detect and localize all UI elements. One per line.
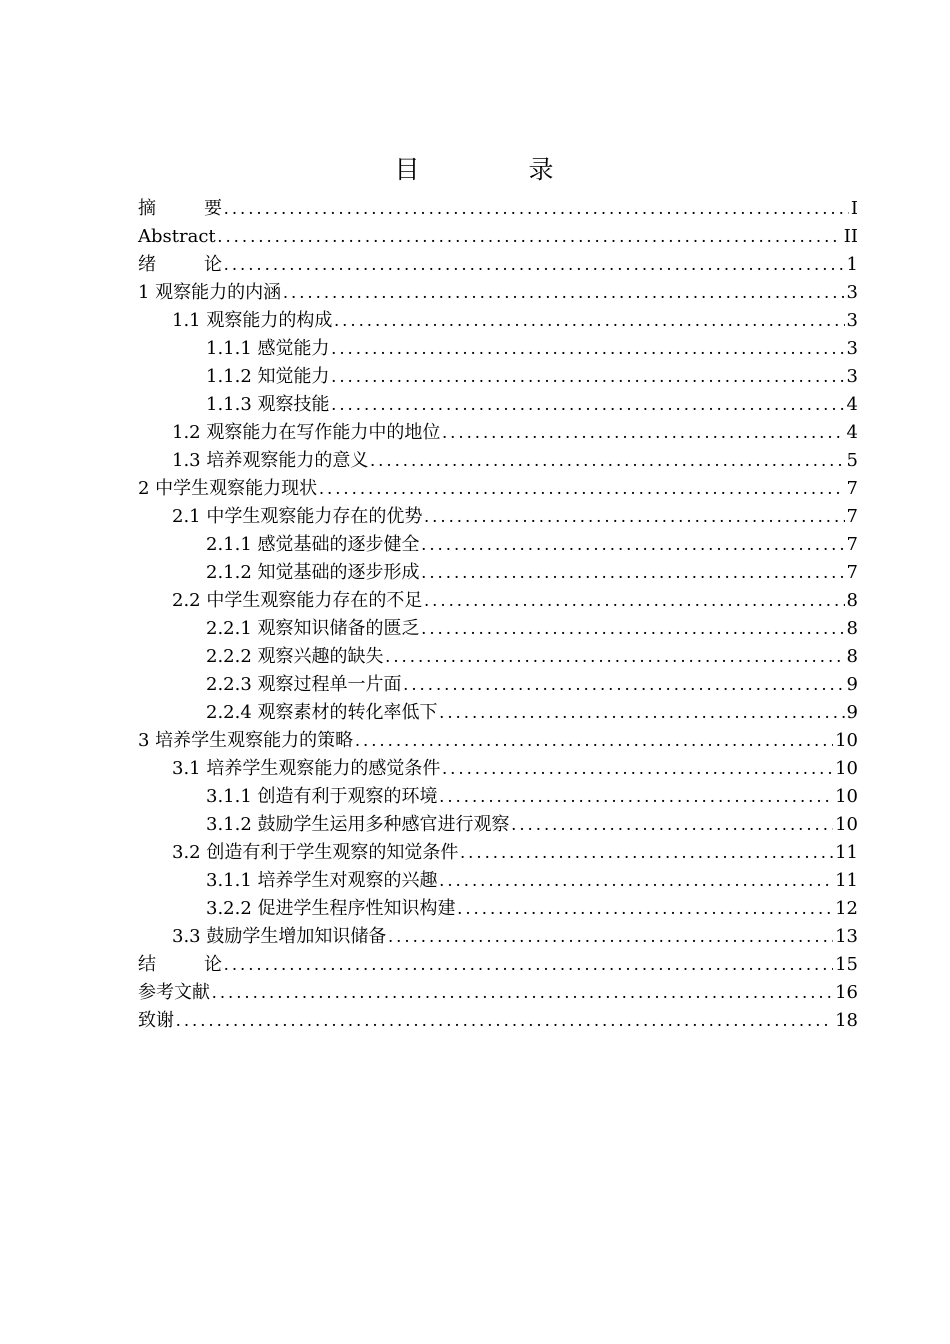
toc-entry[interactable]	[138, 334, 858, 362]
toc-entry-label: 3.2 创造有利于学生观察的知觉条件	[172, 842, 459, 863]
toc-entry-label: 2.1 中学生观察能力存在的优势	[172, 506, 423, 527]
toc-entry-page-number: 1	[846, 254, 858, 275]
dot-leader	[332, 362, 845, 390]
toc-entry-label: 2.2.1 观察知识储备的匮乏	[206, 618, 420, 639]
dot-leader	[224, 194, 849, 222]
toc-entry-label: 绪论	[138, 254, 270, 275]
dot-leader	[422, 614, 845, 642]
toc-entry-label: 2.1.1 感觉基础的逐步健全	[206, 534, 420, 555]
toc-entry-label: 3.1.1 培养学生对观察的兴趣	[206, 870, 438, 891]
toc-entry-page-number: 9	[846, 702, 858, 723]
toc-entry[interactable]	[138, 642, 858, 670]
toc-entry[interactable]	[138, 418, 858, 446]
dot-leader	[440, 698, 845, 726]
toc-title: 目 录	[394, 155, 596, 184]
toc-entry-label: 3.3 鼓励学生增加知识储备	[172, 926, 387, 947]
toc-entry[interactable]	[138, 894, 858, 922]
toc-entry-label: 2 中学生观察能力现状	[138, 478, 318, 499]
toc-entry[interactable]	[138, 250, 858, 278]
toc-entry-label: 3.1 培养学生观察能力的感觉条件	[172, 758, 441, 779]
toc-entry[interactable]	[138, 558, 858, 586]
dot-leader	[283, 278, 844, 306]
toc-entry[interactable]	[138, 726, 858, 754]
toc-entry-page-number: 4	[846, 394, 858, 415]
dot-leader	[458, 894, 834, 922]
toc-entry-page-number: II	[843, 226, 858, 247]
table-of-contents	[138, 194, 858, 1034]
toc-entry-label: 1 观察能力的内涵	[138, 282, 282, 303]
toc-entry[interactable]	[138, 530, 858, 558]
toc-entry-page-number: 10	[835, 814, 858, 835]
toc-entry[interactable]	[138, 278, 858, 306]
dot-leader	[212, 978, 833, 1006]
toc-entry-label: Abstract	[138, 226, 216, 247]
toc-entry[interactable]	[138, 782, 858, 810]
toc-entry-label: 3.1.2 鼓励学生运用多种感官进行观察	[206, 814, 510, 835]
dot-leader	[218, 222, 842, 250]
toc-entry[interactable]	[138, 838, 858, 866]
toc-entry-label: 3.1.1 创造有利于观察的环境	[206, 786, 438, 807]
toc-entry-page-number: 10	[835, 786, 858, 807]
toc-entry[interactable]	[138, 810, 858, 838]
toc-entry-label: 参考文献	[138, 982, 210, 1003]
toc-entry-label: 2.1.2 知觉基础的逐步形成	[206, 562, 420, 583]
toc-entry-page-number: 7	[846, 506, 858, 527]
toc-entry-label: 2.2.4 观察素材的转化率低下	[206, 702, 438, 723]
dot-leader	[424, 586, 844, 614]
dot-leader	[422, 558, 845, 586]
dot-leader	[176, 1006, 833, 1034]
toc-entry[interactable]	[138, 390, 858, 418]
toc-entry-label: 1.1.2 知觉能力	[206, 366, 330, 387]
dot-leader	[386, 642, 845, 670]
toc-entry-page-number: 9	[846, 674, 858, 695]
toc-entry-label: 2.2 中学生观察能力存在的不足	[172, 590, 423, 611]
toc-entry-page-number: 15	[835, 954, 858, 975]
dot-leader	[404, 670, 845, 698]
dot-leader	[334, 306, 844, 334]
toc-entry-page-number: 8	[846, 590, 858, 611]
toc-entry-page-number: 13	[835, 926, 858, 947]
toc-entry-page-number: I	[850, 198, 858, 219]
toc-entry[interactable]	[138, 502, 858, 530]
toc-entry-page-number: 3	[846, 338, 858, 359]
dot-leader	[460, 838, 833, 866]
toc-entry-page-number: 5	[846, 450, 858, 471]
dot-leader	[442, 418, 844, 446]
toc-entry[interactable]	[138, 1006, 858, 1034]
toc-entry-page-number: 18	[835, 1010, 858, 1031]
toc-entry[interactable]	[138, 222, 858, 250]
toc-entry-page-number: 12	[835, 898, 858, 919]
toc-entry-page-number: 8	[846, 646, 858, 667]
toc-entry-label: 致谢	[138, 1010, 174, 1031]
toc-entry-label: 摘要	[138, 198, 270, 219]
toc-entry-label: 结论	[138, 954, 270, 975]
dot-leader	[442, 754, 833, 782]
toc-entry-label: 1.2 观察能力在写作能力中的地位	[172, 422, 441, 443]
toc-entry[interactable]	[138, 978, 858, 1006]
toc-entry-label: 2.2.3 观察过程单一片面	[206, 674, 402, 695]
toc-entry-page-number: 3	[846, 366, 858, 387]
toc-entry-page-number: 3	[846, 282, 858, 303]
toc-entry[interactable]	[138, 194, 858, 222]
dot-leader	[424, 502, 844, 530]
toc-entry-label: 2.2.2 观察兴趣的缺失	[206, 646, 384, 667]
toc-entry[interactable]	[138, 754, 858, 782]
toc-entry-label: 1.1.3 观察技能	[206, 394, 330, 415]
dot-leader	[224, 250, 845, 278]
toc-entry[interactable]	[138, 922, 858, 950]
toc-entry[interactable]	[138, 306, 858, 334]
toc-entry[interactable]	[138, 362, 858, 390]
toc-entry-page-number: 10	[835, 730, 858, 751]
toc-entry-label: 1.3 培养观察能力的意义	[172, 450, 369, 471]
toc-entry-label: 3 培养学生观察能力的策略	[138, 730, 354, 751]
toc-entry-page-number: 8	[846, 618, 858, 639]
toc-entry[interactable]	[138, 866, 858, 894]
toc-entry-label: 3.2.2 促进学生程序性知识构建	[206, 898, 456, 919]
toc-entry-page-number: 7	[846, 534, 858, 555]
dot-leader	[512, 810, 834, 838]
toc-entry-label: 1.1 观察能力的构成	[172, 310, 333, 331]
dot-leader	[422, 530, 845, 558]
toc-entry[interactable]	[138, 950, 858, 978]
toc-entry-page-number: 3	[846, 310, 858, 331]
toc-entry[interactable]	[138, 670, 858, 698]
toc-entry[interactable]	[138, 446, 858, 474]
dot-leader	[332, 334, 845, 362]
toc-entry-page-number: 10	[835, 758, 858, 779]
toc-entry-label: 1.1.1 感觉能力	[206, 338, 330, 359]
dot-leader	[224, 950, 833, 978]
toc-entry[interactable]	[138, 614, 858, 642]
toc-entry[interactable]	[138, 698, 858, 726]
toc-entry-page-number: 4	[846, 422, 858, 443]
dot-leader	[388, 922, 833, 950]
toc-entry-page-number: 11	[835, 870, 858, 891]
toc-entry-page-number: 7	[846, 478, 858, 499]
dot-leader	[440, 782, 834, 810]
dot-leader	[440, 866, 834, 894]
toc-entry-page-number: 11	[835, 842, 858, 863]
toc-entry-page-number: 16	[835, 982, 858, 1003]
dot-leader	[332, 390, 845, 418]
dot-leader	[319, 474, 844, 502]
toc-entry[interactable]	[138, 474, 858, 502]
toc-entry[interactable]	[138, 586, 858, 614]
dot-leader	[370, 446, 844, 474]
dot-leader	[355, 726, 833, 754]
toc-entry-page-number: 7	[846, 562, 858, 583]
